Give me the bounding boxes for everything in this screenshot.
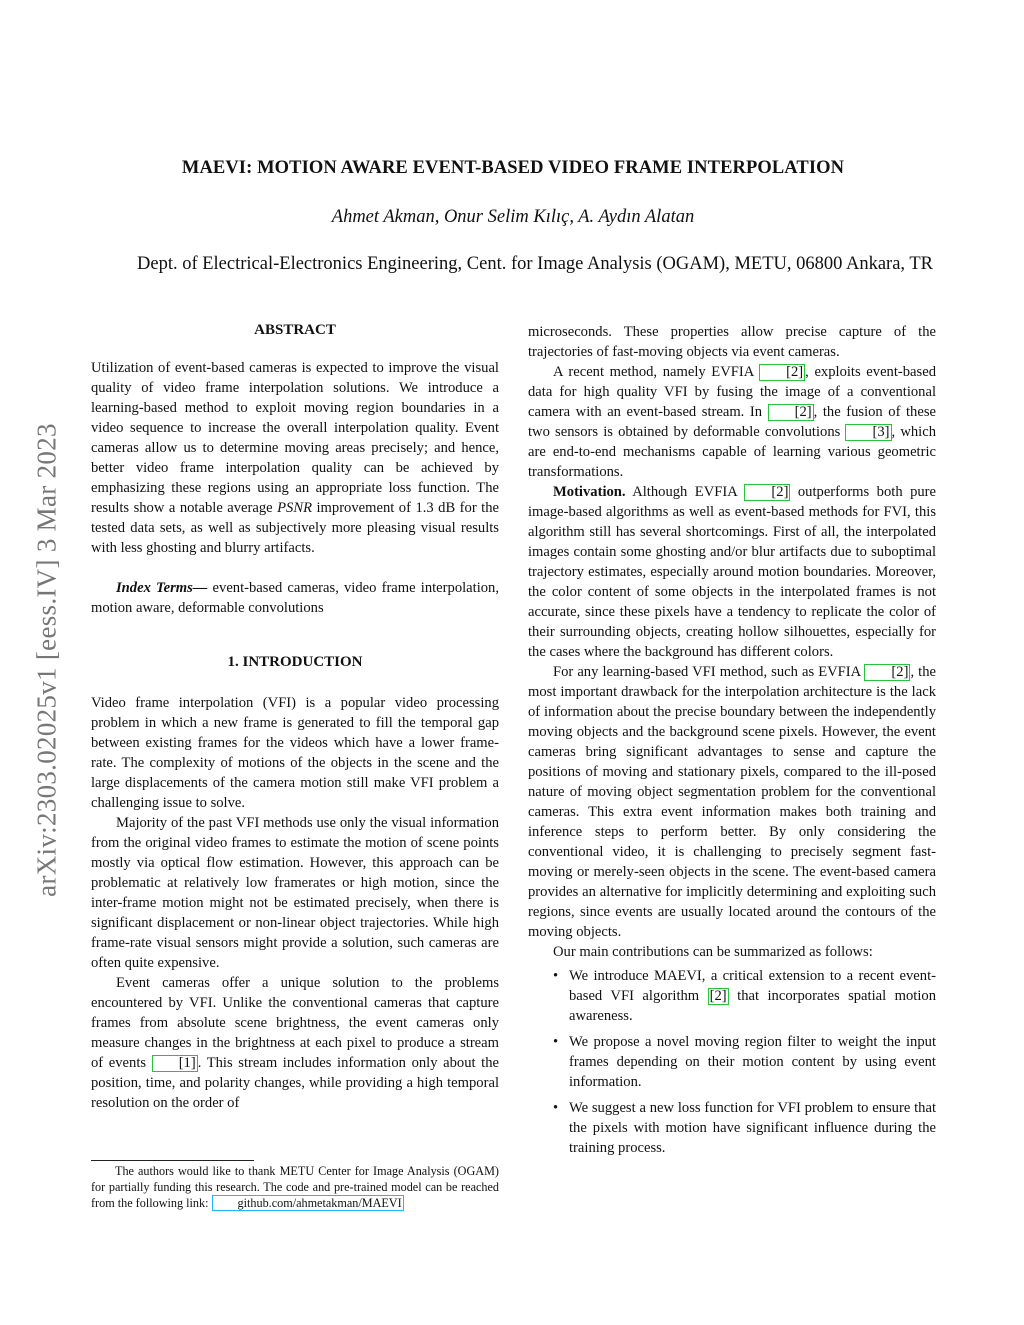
citation-link-2[interactable]: [2] [709,988,727,1004]
footnote-paragraph [91,1163,499,1211]
learning-paragraph [528,662,936,942]
bullet-text-a: We suggest a new loss function for VFI problem to ensure that the pixels with motion have significant influence during the training process. [569,1100,936,1156]
evfia-text-0: A recent method, namely EVFIA [553,364,760,380]
right-column [528,322,936,1164]
bullet-text-a: We propose a novel moving region filter to weight the input frames depending on their motion content by using event information. [569,1034,936,1090]
paper-authors: Ahmet Akman, Onur Selim Kılıç, A. Aydın Alatan [331,207,695,227]
intro-paragraph-2: Majority of the past VFI methods use only the visual information from the original video frames to estimate the motion of scene points mostly via optical flow estimation. However, this approach can be problematic at relatively low framerates or high motion, since the inter-frame motion might not be estimated precisely, when there is significant displacement or non-linear object trajectories. While high frame-rate visual sensors might provide a solution, such cameras are often quite expensive. [91,815,499,971]
contributions-intro: Our main contributions can be summarized as follows: [553,944,873,960]
abstract-heading: ABSTRACT [254,322,336,338]
bullet-icon: • [553,968,559,984]
citation-link-2[interactable]: [2] [864,664,910,681]
arxiv-id-text: arXiv:2303.02025v1 [eess.IV] 3 Mar 2023 [31,423,62,897]
citation-link-2[interactable]: [2] [759,364,805,381]
github-link[interactable]: github.com/ahmetakman/MAEVI [212,1195,404,1211]
bullet-text-a: We introduce MAEVI, a critical extension to a recent event-based VFI algorithm [569,968,936,1004]
bullet-icon: • [553,1100,559,1116]
list-item [528,966,936,1026]
motivation-text-0: Although EVFIA [625,484,745,500]
paper-title: MAEVI: MOTION AWARE EVENT-BASED VIDEO FRAME INTERPOLATION [181,158,845,178]
left-column [91,320,499,1113]
arxiv-identifier-stamp [22,360,72,960]
citation-link-3[interactable]: [3] [845,424,891,441]
evfia-text-4: , the fusion of these two sensors is obtained by deformable convolutions [528,404,936,440]
intro-p3-text-b: . This stream includes information only about the position, time, and polarity changes, while providing a high temporal resolution on the order of [91,1055,499,1111]
psnr-term: PSNR [277,500,313,516]
motivation-label: Motivation. [553,484,626,500]
bullet-text-b: that incorporates spatial motion awareness. [569,988,936,1024]
intro-p3-text-a: Event cameras offer a unique solution to the problems encountered by VFI. Unlike the conventional cameras that capture frames from absolute scene brightness, the event cameras only measure changes in the brightness at each pixel to produce a stream of events [91,975,499,1071]
paper-affiliation: Dept. of Electrical-Electronics Engineering, Cent. for Image Analysis (OGAM), METU, 06800 Ankara, TR [137,254,933,274]
motivation-text-2: outperforms both pure image-based algorithms as well as event-based methods for FVI, this algorithm still has several shortcomings. First of all, the interpolated images contain some ghosting and/or blur artifacts due to suboptimal trajectory estimates, especially around motion boundaries. Moreover, the color content of some objects in the interpolated frames is not accurate, since these pixels have a tendency to replicate the color of their surrounding objects, creating hollow silhouettes, especially for the cases where the background has different colors. [528,484,936,660]
evfia-text-6: , which are end-to-end mechanisms capable of learning various geometric transformations. [528,424,936,480]
learning-text-0: For any learning-based VFI method, such as EVFIA [553,664,865,680]
citation-link-1[interactable]: [1] [152,1055,198,1072]
footnote-divider [91,1160,254,1161]
citation-link-2[interactable]: [2] [768,404,814,421]
list-item [528,1032,936,1092]
index-terms-text: event-based cameras, video frame interpolation, motion aware, deformable convolutions [91,580,499,616]
abstract-paragraph [91,358,499,558]
intro-paragraph-3 [91,973,499,1113]
bullet-icon: • [553,1034,559,1050]
introduction-heading: 1. INTRODUCTION [227,654,363,670]
evfia-paragraph [528,362,936,482]
intro-paragraph-1: Video frame interpolation (VFI) is a popular video processing problem in which a new frame is generated to fill the temporal gap between existing frames for the videos which have a lower frame-rate. The complexity of motions of the objects in the scene and the large displacements of the camera motion still make VFI problem a challenging issue to solve. [91,695,499,811]
continuation-paragraph: microseconds. These properties allow precise capture of the trajectories of fast-moving objects via event cameras. [528,324,936,360]
citation-link-2[interactable]: [2] [744,484,790,501]
learning-text-2: , the most important drawback for the interpolation architecture is the lack of information about the precise boundary between the independently moving objects and the background scene pixels. However, the event cameras bring significant advantages to sense and capture the positions of moving and stationary pixels, compared to the ill-posed nature of moving object segmentation problem for the conventional cameras. This extra event information makes both training and inference steps to perform better. By only considering the conventional video, it is challenging to precisely segment fast-moving or merely-seen objects in the scene. The event-based camera provides an alternative for implicitly determining and exploiting such regions, since events are usually located around the contours of the moving objects. [528,664,936,940]
motivation-paragraph [528,482,936,662]
list-item [528,1098,936,1158]
index-terms-label: Index Terms— [116,580,208,596]
index-terms [91,578,499,618]
footnote-text: The authors would like to thank METU Center for Image Analysis (OGAM) for partially funding this research. The code and pre-trained model can be reached from the following link: [91,1164,499,1210]
evfia-text-2: , exploits event-based data for high quality VFI by fusing the image of a conventional camera with an event-based stream. In [528,364,936,420]
abstract-text-part1: Utilization of event-based cameras is expected to improve the visual quality of video frame interpolation solutions. We introduce a learning-based method to exploit moving region boundaries in a video sequence to increase the overall interpolation quality. Event cameras allow us to determine moving areas precisely; and hence, better video frame interpolation quality can be achieved by emphasizing these regions using an appropriate loss function. The results show a notable average [91,360,499,516]
footnote [91,1163,499,1211]
abstract-text-part2: improvement of 1.3 dB for the tested data sets, as well as subjectively more pleasing visual results with less ghosting and blurry artifacts. [91,500,500,556]
contributions-list [528,966,936,1158]
